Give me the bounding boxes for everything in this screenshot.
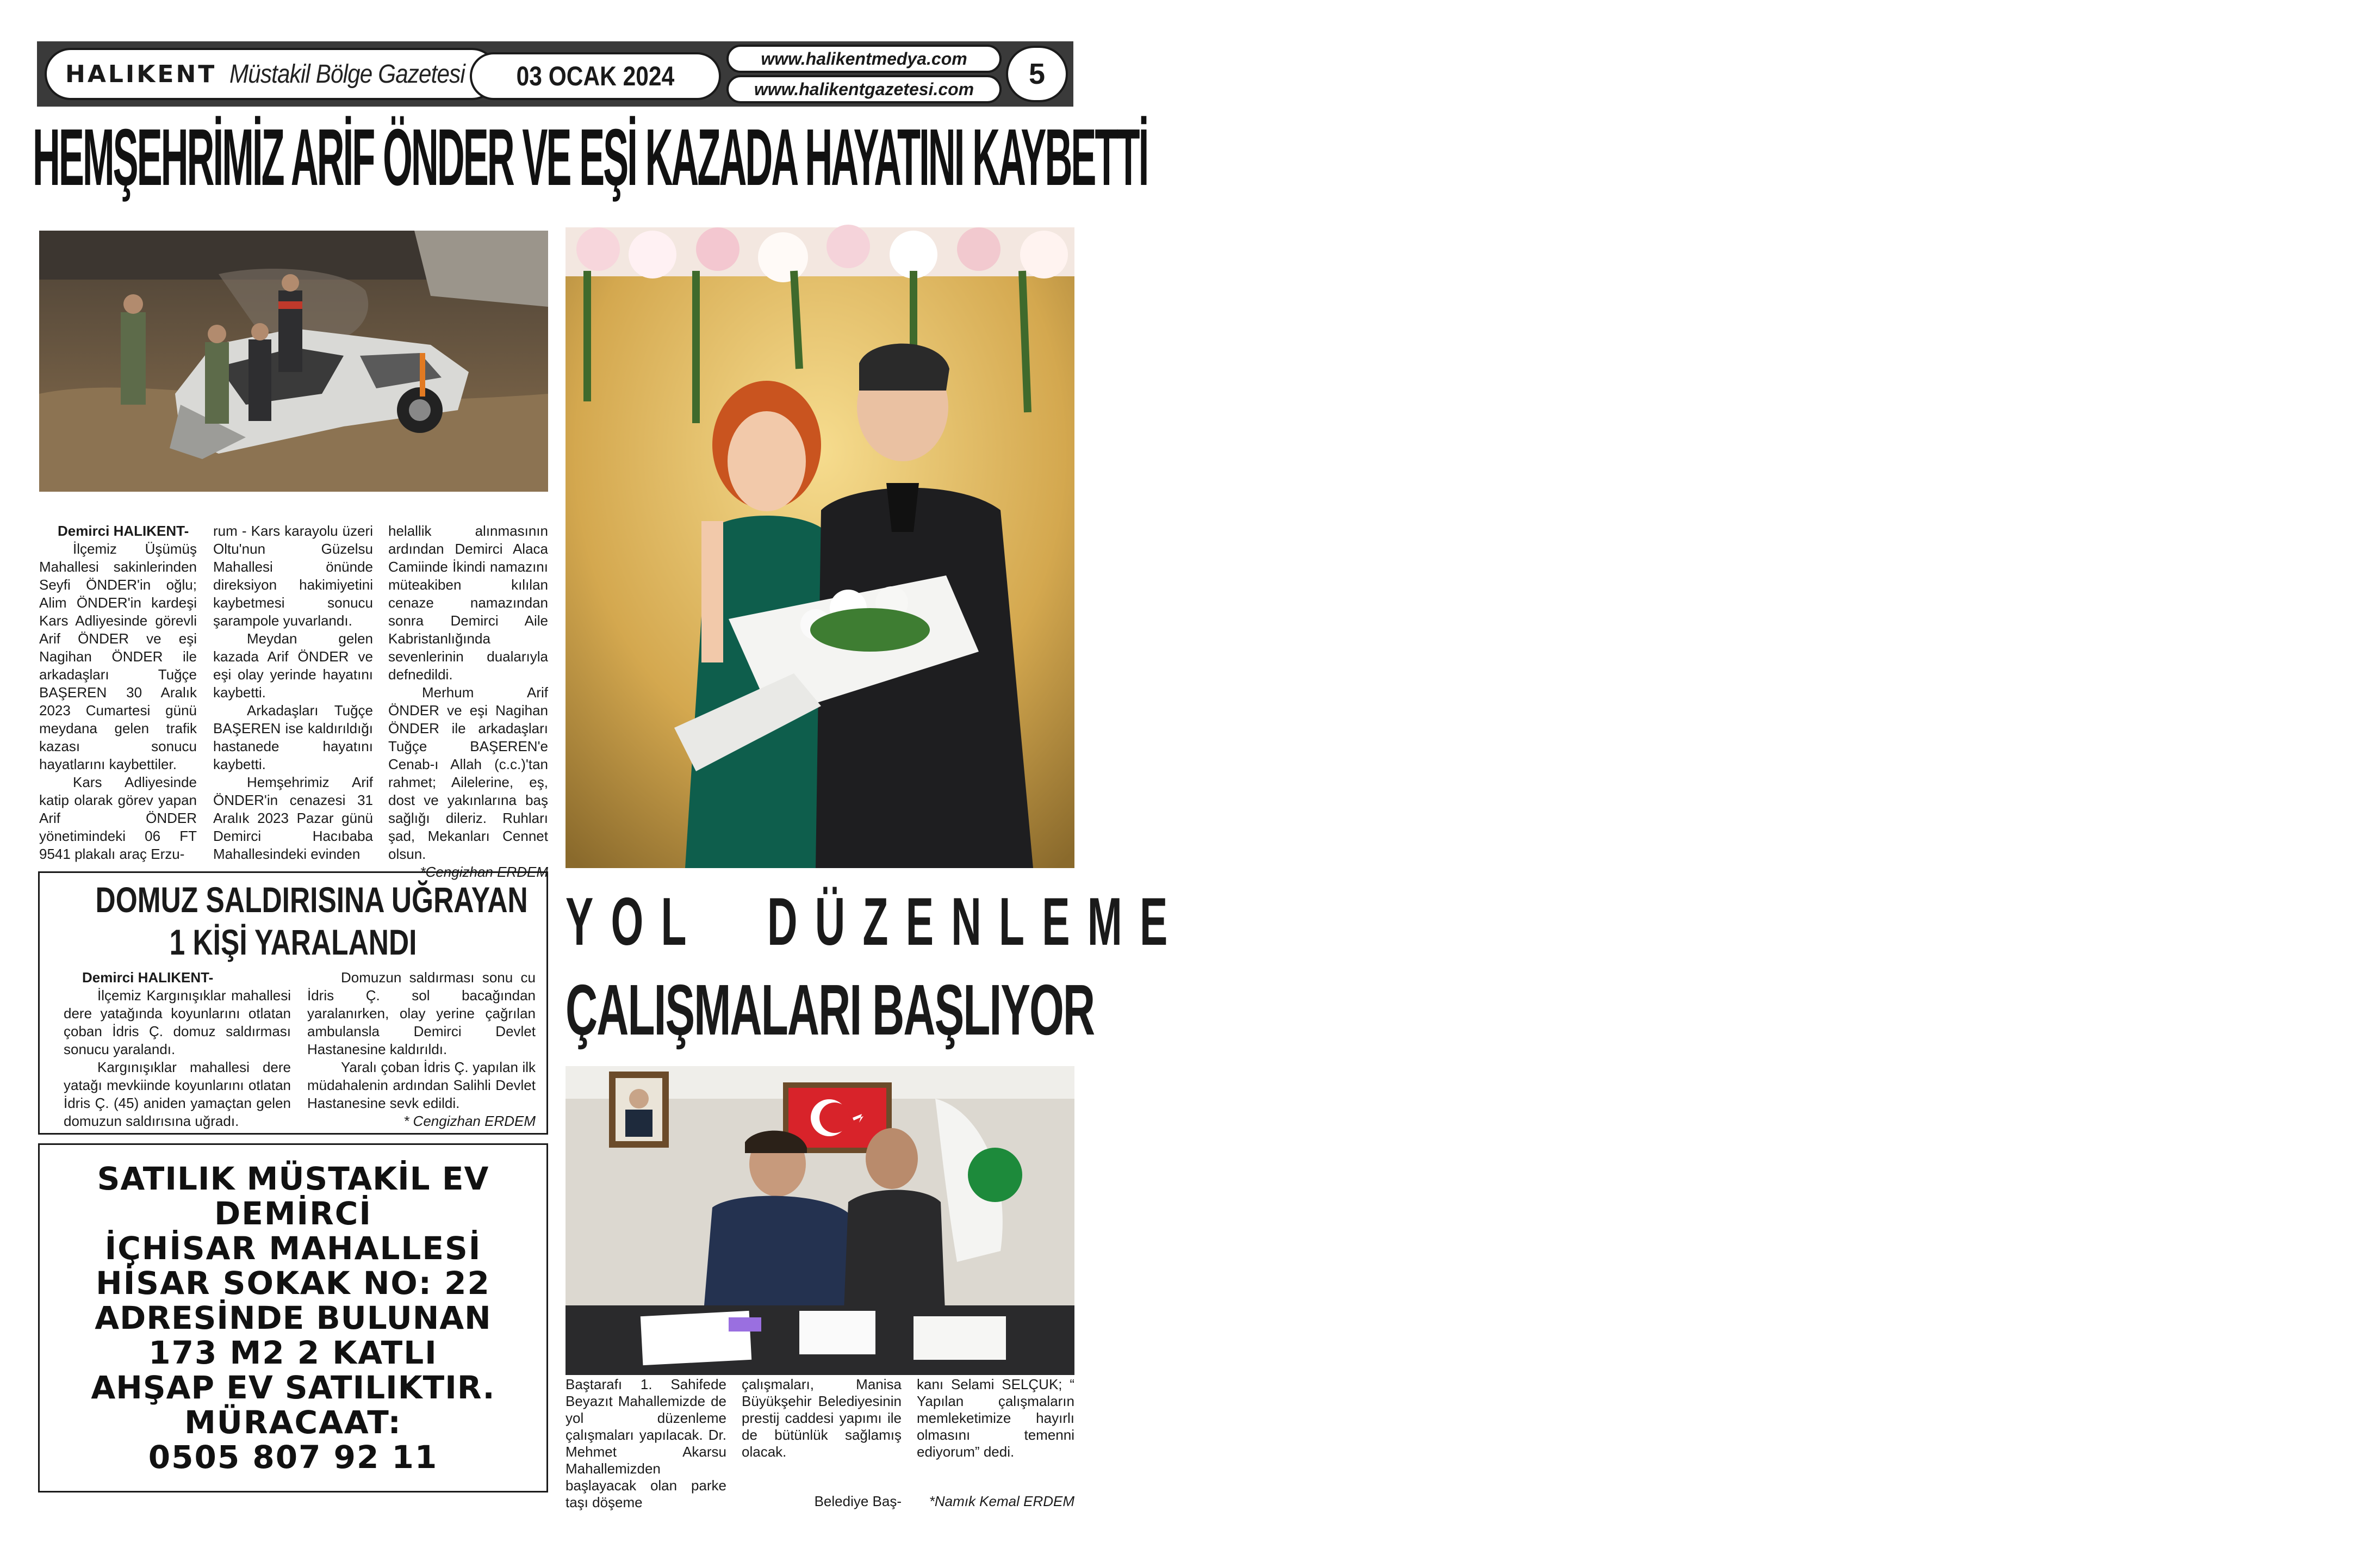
road-headline-word-1: YOL [566, 884, 704, 959]
news1-paragraph: rum - Kars karayolu üzeri Oltu'nun Güzelsu Mahallesi önünde direksiyon hakimiyetini kaybetmesi sonucu şarampole yuvarlandı. [213, 523, 373, 629]
road-headline-line-2-text: ÇALIŞMALARI BAŞLIYOR [566, 970, 1095, 1050]
crash-photo [39, 231, 548, 492]
url-pill-1[interactable] [726, 45, 1002, 73]
road-headline-word-2: DÜZENLEME [767, 884, 1185, 959]
boar-dateline: Demirci HALIKENT- [82, 969, 214, 986]
boar-column-1 [64, 969, 291, 1130]
ad-line: HİSAR SOKAK NO: 22 [96, 1265, 490, 1302]
road-paragraph: Belediye Baş- [814, 1493, 902, 1509]
main-headline-text: HEMŞEHRİMİZ ARİF ÖNDER VE EŞİ KAZADA HAYATINI KAYBETTİ [33, 113, 1148, 202]
boar-paragraph: Kargınışıklar mahallesi dere yatağı mevkiinde koyunlarını otlatan İdris Ç. (45) aniden yamaçtan gelen domuzun saldırısına uğradı. [64, 1059, 291, 1129]
boar-title-line-2: 1 KİŞİ YARALANDI [169, 922, 417, 962]
website-link-2[interactable]: www.halikentgazetesi.com [754, 79, 974, 99]
crash-photo-illustration [39, 231, 548, 492]
news1-column-2 [213, 522, 373, 863]
news1-paragraph: Kars Adliyesinde katip olarak görev yapan Arif ÖNDER yönetimindeki 06 FT 9541 plakalı araç Erzu- [39, 774, 197, 862]
masthead [37, 41, 1073, 107]
road-column-3 [917, 1376, 1074, 1510]
couple-photo [566, 227, 1074, 868]
news1-column-1 [39, 522, 197, 863]
signing-photo [566, 1066, 1074, 1375]
page-number: 5 [1028, 58, 1046, 90]
brand-pill [45, 48, 498, 100]
signing-photo-illustration [566, 1066, 1074, 1375]
ad-line: MÜRACAAT: [184, 1404, 402, 1441]
road-column-1 [566, 1376, 726, 1511]
ad-line: 173 M2 2 KATLI [148, 1334, 438, 1371]
boar-byline: * Cengizhan ERDEM [403, 1113, 536, 1129]
road-paragraph: kanı Selami SELÇUK; “ Yapılan çalışmaların memleketimize hayırlı olmasını temenni ediyorum” dedi. [917, 1376, 1074, 1460]
news1-paragraph: Arkadaşları Tuğçe BAŞEREN ise kaldırıldığı hastanede hayatını kaybetti. [213, 702, 373, 772]
url-pill-2[interactable] [726, 75, 1002, 103]
news1-column-3 [388, 522, 548, 881]
boar-story-box [38, 871, 548, 1135]
ad-phone: 0505 807 92 11 [148, 1439, 438, 1476]
road-headline-line-2 [566, 969, 1095, 1051]
road-paragraph: Baştarafı 1. Sahifede Beyazıt Mahallemizde de yol düzenleme çalışmaları yapılacak. Dr. Mehmet Akarsu Mahallemizden başlayacak olan parke taşı döşeme [566, 1376, 726, 1510]
ad-line: AHŞAP EV SATILIKTIR. [91, 1369, 495, 1406]
boar-paragraph: Domuzun saldırması sonu cu İdris Ç. sol bacağından yaralanırken, olay yerine çağrılan ambulansla Demirci Devlet Hastanesine kaldırıldı. [307, 969, 536, 1057]
boar-column-2 [307, 969, 536, 1130]
news1-paragraph: helallik alınmasının ardından Demirci Alaca Camiinde İkindi namazını müteakiben kılılan cenaze namazından sonra Demirci Aile Kabristanlığında sevenlerinin dualarıyla defnedildi. [388, 523, 548, 683]
website-link-1[interactable]: www.halikentmedya.com [761, 48, 967, 69]
road-paragraph: çalışmaları, Manisa Büyükşehir Belediyesinin prestij caddesi yapımı ile de bütünlük sağlamış olacak. [742, 1376, 902, 1460]
road-headline-line-1 [566, 881, 1185, 963]
road-byline: *Namık Kemal ERDEM [929, 1493, 1074, 1509]
ad-line: SATILIK MÜSTAKİL EV [97, 1160, 489, 1197]
ad-line: DEMİRCİ [214, 1195, 372, 1232]
issue-date: 03 OCAK 2024 [516, 61, 675, 91]
couple-photo-illustration [566, 227, 1074, 868]
boar-paragraph: Yaralı çoban İdris Ç. yapılan ilk müdahalenin ardından Salihli Devlet Hastanesine sevk edildi. [307, 1059, 536, 1111]
road-column-2 [742, 1376, 902, 1510]
page-number-pill [1006, 46, 1068, 102]
brand-tagline: Müstakil Bölge Gazetesi [229, 59, 465, 89]
news1-dateline: Demirci HALIKENT- [58, 523, 189, 539]
ad-line: ADRESİNDE BULUNAN [95, 1299, 492, 1336]
date-pill [470, 52, 721, 100]
news1-byline: *Cengizhan ERDEM [420, 864, 548, 880]
main-headline [33, 112, 1148, 203]
brand-name: HALIKENT [65, 60, 217, 88]
boar-paragraph: İlçemiz Kargınışıklar mahallesi dere yatağında koyunlarını otlatan çoban İdris Ç. domuz saldırması sonucu yaralandı. [64, 987, 291, 1057]
for-sale-ad [38, 1143, 548, 1493]
news1-paragraph: Meydan gelen kazada Arif ÖNDER ve eşi olay yerinde hayatını kaybetti. [213, 630, 373, 701]
boar-story-title [40, 878, 546, 963]
news1-paragraph: İlçemiz Üşümüş Mahallesi sakinlerinden Seyfi ÖNDER'in oğlu; Alim ÖNDER'in kardeşi Kars Adliyesinde görevli Arif ÖNDER ve eşi Nagihan ÖNDER ile arkadaşları Tuğçe BAŞEREN 30 Aralık 2023 Cumartesi günü meydana gelen trafik kazası sonucu hayatlarını kaybettiler. [39, 541, 197, 772]
boar-title-line-1: DOMUZ SALDIRISINA UĞRAYAN [95, 880, 528, 920]
news1-paragraph: Merhum Arif ÖNDER ve eşi Nagihan ÖNDER ile arkadaşları Tuğçe BAŞEREN'e Cenab-ı Allah (c.c.)'tan rahmet; Ailelerine, eş, dost ve yakınlarına baş sağlığı dileriz. Ruhları şad, Mekanları Cennet olsun. [388, 684, 548, 862]
news1-paragraph: Hemşehrimiz Arif ÖNDER'in cenazesi 31 Aralık 2023 Pazar günü Demirci Hacıbaba Mahallesindeki evinden [213, 774, 373, 862]
ad-line: İÇHİSAR MAHALLESİ [104, 1230, 482, 1267]
